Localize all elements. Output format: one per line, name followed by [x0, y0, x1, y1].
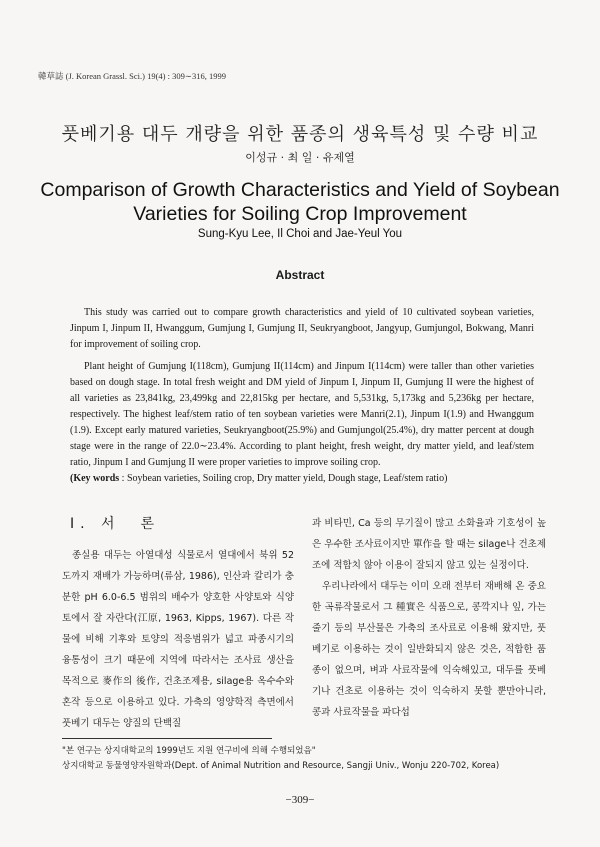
english-title — [0, 178, 600, 226]
keywords-text: : Soybean varieties, Soiling crop, Dry matter yield, Dough stage, Leaf/stem ratio) — [119, 473, 448, 484]
funding-footnote: "본 연구는 상지대학교의 1999년도 지원 연구비에 의해 수행되었음" — [62, 746, 316, 756]
intro-paragraph-right-2: 우리나라에서 대두는 이미 오래 전부터 재배해 온 중요한 곡류작물로서 그 種實은 식품으로, 콩깍지나 잎, 가는 줄기 등의 부산물은 가축의 조사료로 이용해 왔지만, 풋베기로 이용하는 것이 일반화되지 않은 것은, 적합한 품종이 없으며, 벼과 사료작물에 익숙해있고, 대두를 풋베기나 건초로 이용하는 것이 익숙하지 못할 뿐만아니라, 콩과 사료작물을 파다섭 — [312, 581, 546, 718]
section-heading-introduction: Ⅰ. 서 론 — [70, 516, 161, 532]
english-title-line2: Varieties for Soiling Crop Improvement — [133, 203, 467, 225]
abstract-paragraph-2: Plant height of Gumjung I(118cm), Gumjung II(114cm) and Jinpum I(114cm) were taller than other varieties based on dough stage. In total fresh weight and DM yield of Jinpum I, Jinpum II, Gumjung II were the highest of all varieties as 23,841kg, 23,499kg and 22,815kg per hectare, and 5,531kg, 5,173kg and 5,236kg per hectare, respectively. The highest leaf/stem ratio of ten soybean varieties were Manri(2.1), Jinpum I(1.9) and Hwanggum (1.9). Except early matured varieties, Seukryangboot(25.9%) and Gumjungol(25.4%), dry matter percent at dough stage were in the range of 22.0∼23.4%. According to plant height, fresh weight, dry matter yield, and leaf/stem ratio, Jinpum I and Gumjung II were proper varieties to improve soiling crop. — [70, 361, 534, 468]
korean-authors: 이성규 · 최 일 · 유제열 — [245, 151, 355, 164]
footnote-divider — [62, 738, 272, 739]
journal-citation: 韓草誌 (J. Korean Grassl. Sci.) 19(4) : 309∼316, 1999 — [38, 71, 226, 81]
abstract-body — [70, 305, 534, 487]
page-number: −309− — [285, 794, 315, 806]
abstract-heading: Abstract — [275, 268, 325, 282]
left-column — [62, 513, 294, 734]
korean-title: 풋베기용 대두 개량을 위한 품종의 생육특성 및 수량 비교 — [61, 124, 539, 145]
affiliation-footnote: 상지대학교 동물영양자원학과(Dept. of Animal Nutrition and Resource, Sangji Univ., Wonju 220-702, Korea) — [62, 761, 500, 771]
right-column — [312, 513, 546, 723]
intro-paragraph-left: 종실용 대두는 아열대성 식물로서 열대에서 북위 52도까지 재배가 가능하며(류삼, 1986), 인산과 칼리가 충분한 pH 6.0-6.5 범위의 배수가 양호한 사양토와 식양토에서 잘 자란다(江原, 1963, Kipps, 1967). 다른 작물에 비해 기후와 토양의 적응범위가 넓고 파종시기의 융통성이 크기 때문에 지역에 따라서는 조사료 생산을 목적으로 麥作의 後作, 건초조제용, silage용 옥수수와 혼작 등으로 이용하고 있다. 가축의 영양학적 측면에서 풋베기 대두는 양질의 단백질 — [62, 550, 294, 729]
english-authors: Sung-Kyu Lee, Il Choi and Jae-Yeul You — [197, 228, 403, 240]
abstract-paragraph-1: This study was carried out to compare growth characteristics and yield of 10 cultivated soybean varieties, Jinpum I, Jinpum II, Hwanggum, Gumjung I, Gumjung II, Seukryangboot, Jangyup, Gumjungol, Bokwang, Manri for improvement of soiling crop. — [70, 307, 534, 350]
english-title-line1: Comparison of Growth Characteristics and Yield of Soybean — [40, 179, 560, 201]
intro-paragraph-right-1: 과 비타민, Ca 등의 무기질이 많고 소화율과 기호성이 높은 우수한 조사료이지만 單作을 할 때는 silage나 건초제조에 적합치 않아 이용이 잘되지 않고 있는 실정이다. — [312, 518, 546, 571]
keywords — [70, 471, 534, 487]
keywords-label: (Key words — [70, 473, 120, 484]
